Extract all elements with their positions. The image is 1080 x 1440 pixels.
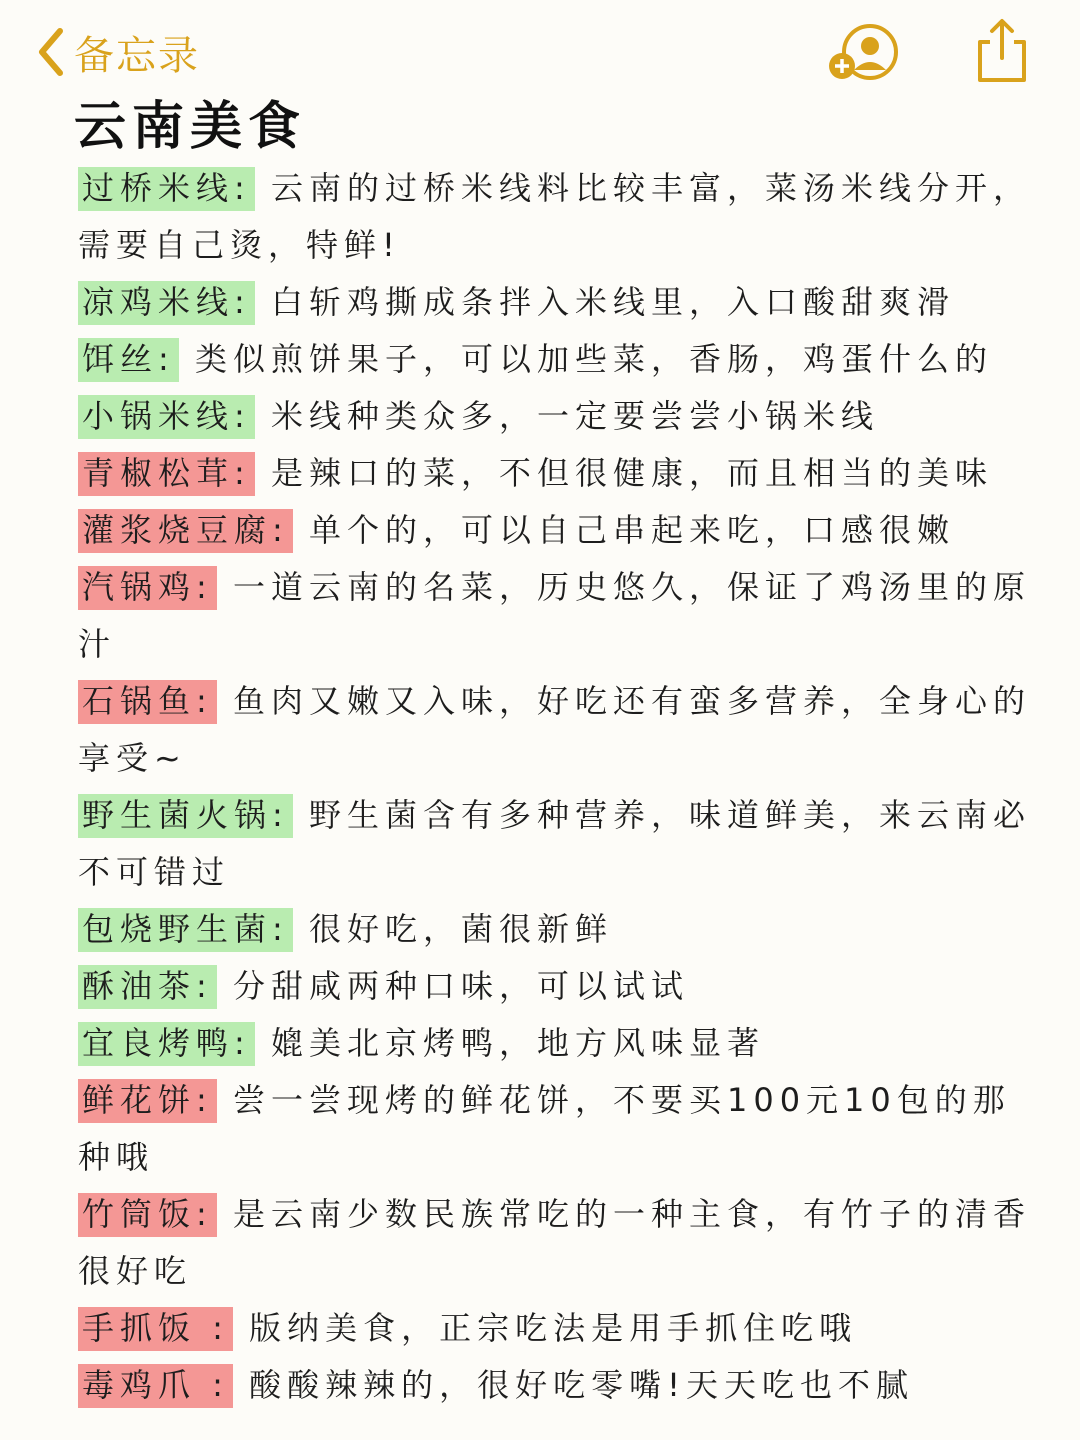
item-label-highlight: 石锅鱼: [78, 680, 217, 724]
note-item [78, 388, 1038, 445]
note-item [78, 502, 1038, 559]
item-description: 云南的过桥米线料比较丰富，菜汤米线分开，需要自己烫，特鲜! [78, 169, 1031, 264]
item-description: 单个的，可以自己串起来吃，口感很嫩 [292, 511, 955, 549]
item-label-highlight: 野生菌火锅: [78, 794, 293, 838]
item-label-highlight: 汽锅鸡: [78, 566, 217, 610]
chevron-left-icon [36, 27, 66, 77]
note-item [78, 1300, 1038, 1357]
item-description: 很好吃，菌很新鲜 [292, 910, 613, 948]
item-label-highlight: 鲜花饼: [78, 1079, 217, 1123]
item-description: 是辣口的菜，不但很健康，而且相当的美味 [254, 454, 993, 492]
item-description: 野生菌含有多种营养，味道鲜美，来云南必不可错过 [78, 796, 1031, 891]
add-person-button[interactable] [826, 24, 906, 84]
item-description: 一道云南的名菜，历史悠久，保证了鸡汤里的原汁 [78, 568, 1031, 663]
back-label: 备忘录 [74, 32, 200, 79]
note-item [78, 1015, 1038, 1072]
item-description: 版纳美食，正宗吃法是用手抓住吃哦 [232, 1309, 858, 1347]
note-item [78, 958, 1038, 1015]
note-item [78, 331, 1038, 388]
item-description: 分甜咸两种口味，可以试试 [216, 967, 689, 1005]
item-description: 米线种类众多，一定要尝尝小锅米线 [254, 397, 879, 435]
note-item [78, 559, 1038, 673]
item-description: 酸酸辣辣的，很好吃零嘴!天天吃也不腻 [232, 1366, 914, 1404]
note-item [78, 445, 1038, 502]
item-label-highlight: 灌浆烧豆腐: [78, 509, 293, 553]
note-item [78, 901, 1038, 958]
note-item [78, 787, 1038, 901]
note-body[interactable] [78, 160, 1038, 1414]
note-title: 云南美食 [74, 97, 307, 157]
item-description: 鱼肉又嫩又入味，好吃还有蛮多营养，全身心的享受~ [78, 682, 1031, 777]
item-description: 类似煎饼果子，可以加些菜，香肠，鸡蛋什么的 [178, 340, 993, 378]
item-label-highlight: 竹筒饭: [78, 1193, 217, 1237]
note-item [78, 1186, 1038, 1300]
item-label-highlight: 饵丝: [78, 338, 179, 382]
note-item [78, 1357, 1038, 1414]
item-label-highlight: 包烧野生菌: [78, 908, 293, 952]
share-icon [972, 16, 1032, 86]
back-button[interactable] [36, 22, 200, 82]
item-description: 媲美北京烤鸭，地方风味显著 [254, 1024, 765, 1062]
item-label-highlight: 毒鸡爪 : [78, 1364, 233, 1408]
note-item [78, 673, 1038, 787]
item-label-highlight: 小锅米线: [78, 395, 255, 439]
add-person-icon [826, 24, 906, 84]
item-label-highlight: 酥油茶: [78, 965, 217, 1009]
note-item [78, 274, 1038, 331]
item-description: 尝一尝现烤的鲜花饼，不要买100元10包的那种哦 [78, 1081, 1011, 1176]
item-label-highlight: 凉鸡米线: [78, 281, 255, 325]
share-button[interactable] [972, 16, 1032, 86]
item-description: 白斩鸡撕成条拌入米线里，入口酸甜爽滑 [254, 283, 955, 321]
note-item [78, 1072, 1038, 1186]
item-label-highlight: 青椒松茸: [78, 452, 255, 496]
item-label-highlight: 手抓饭 : [78, 1307, 233, 1351]
note-item [78, 160, 1038, 274]
item-label-highlight: 过桥米线: [78, 167, 255, 211]
item-label-highlight: 宜良烤鸭: [78, 1022, 255, 1066]
item-description: 是云南少数民族常吃的一种主食，有竹子的清香很好吃 [78, 1195, 1031, 1290]
